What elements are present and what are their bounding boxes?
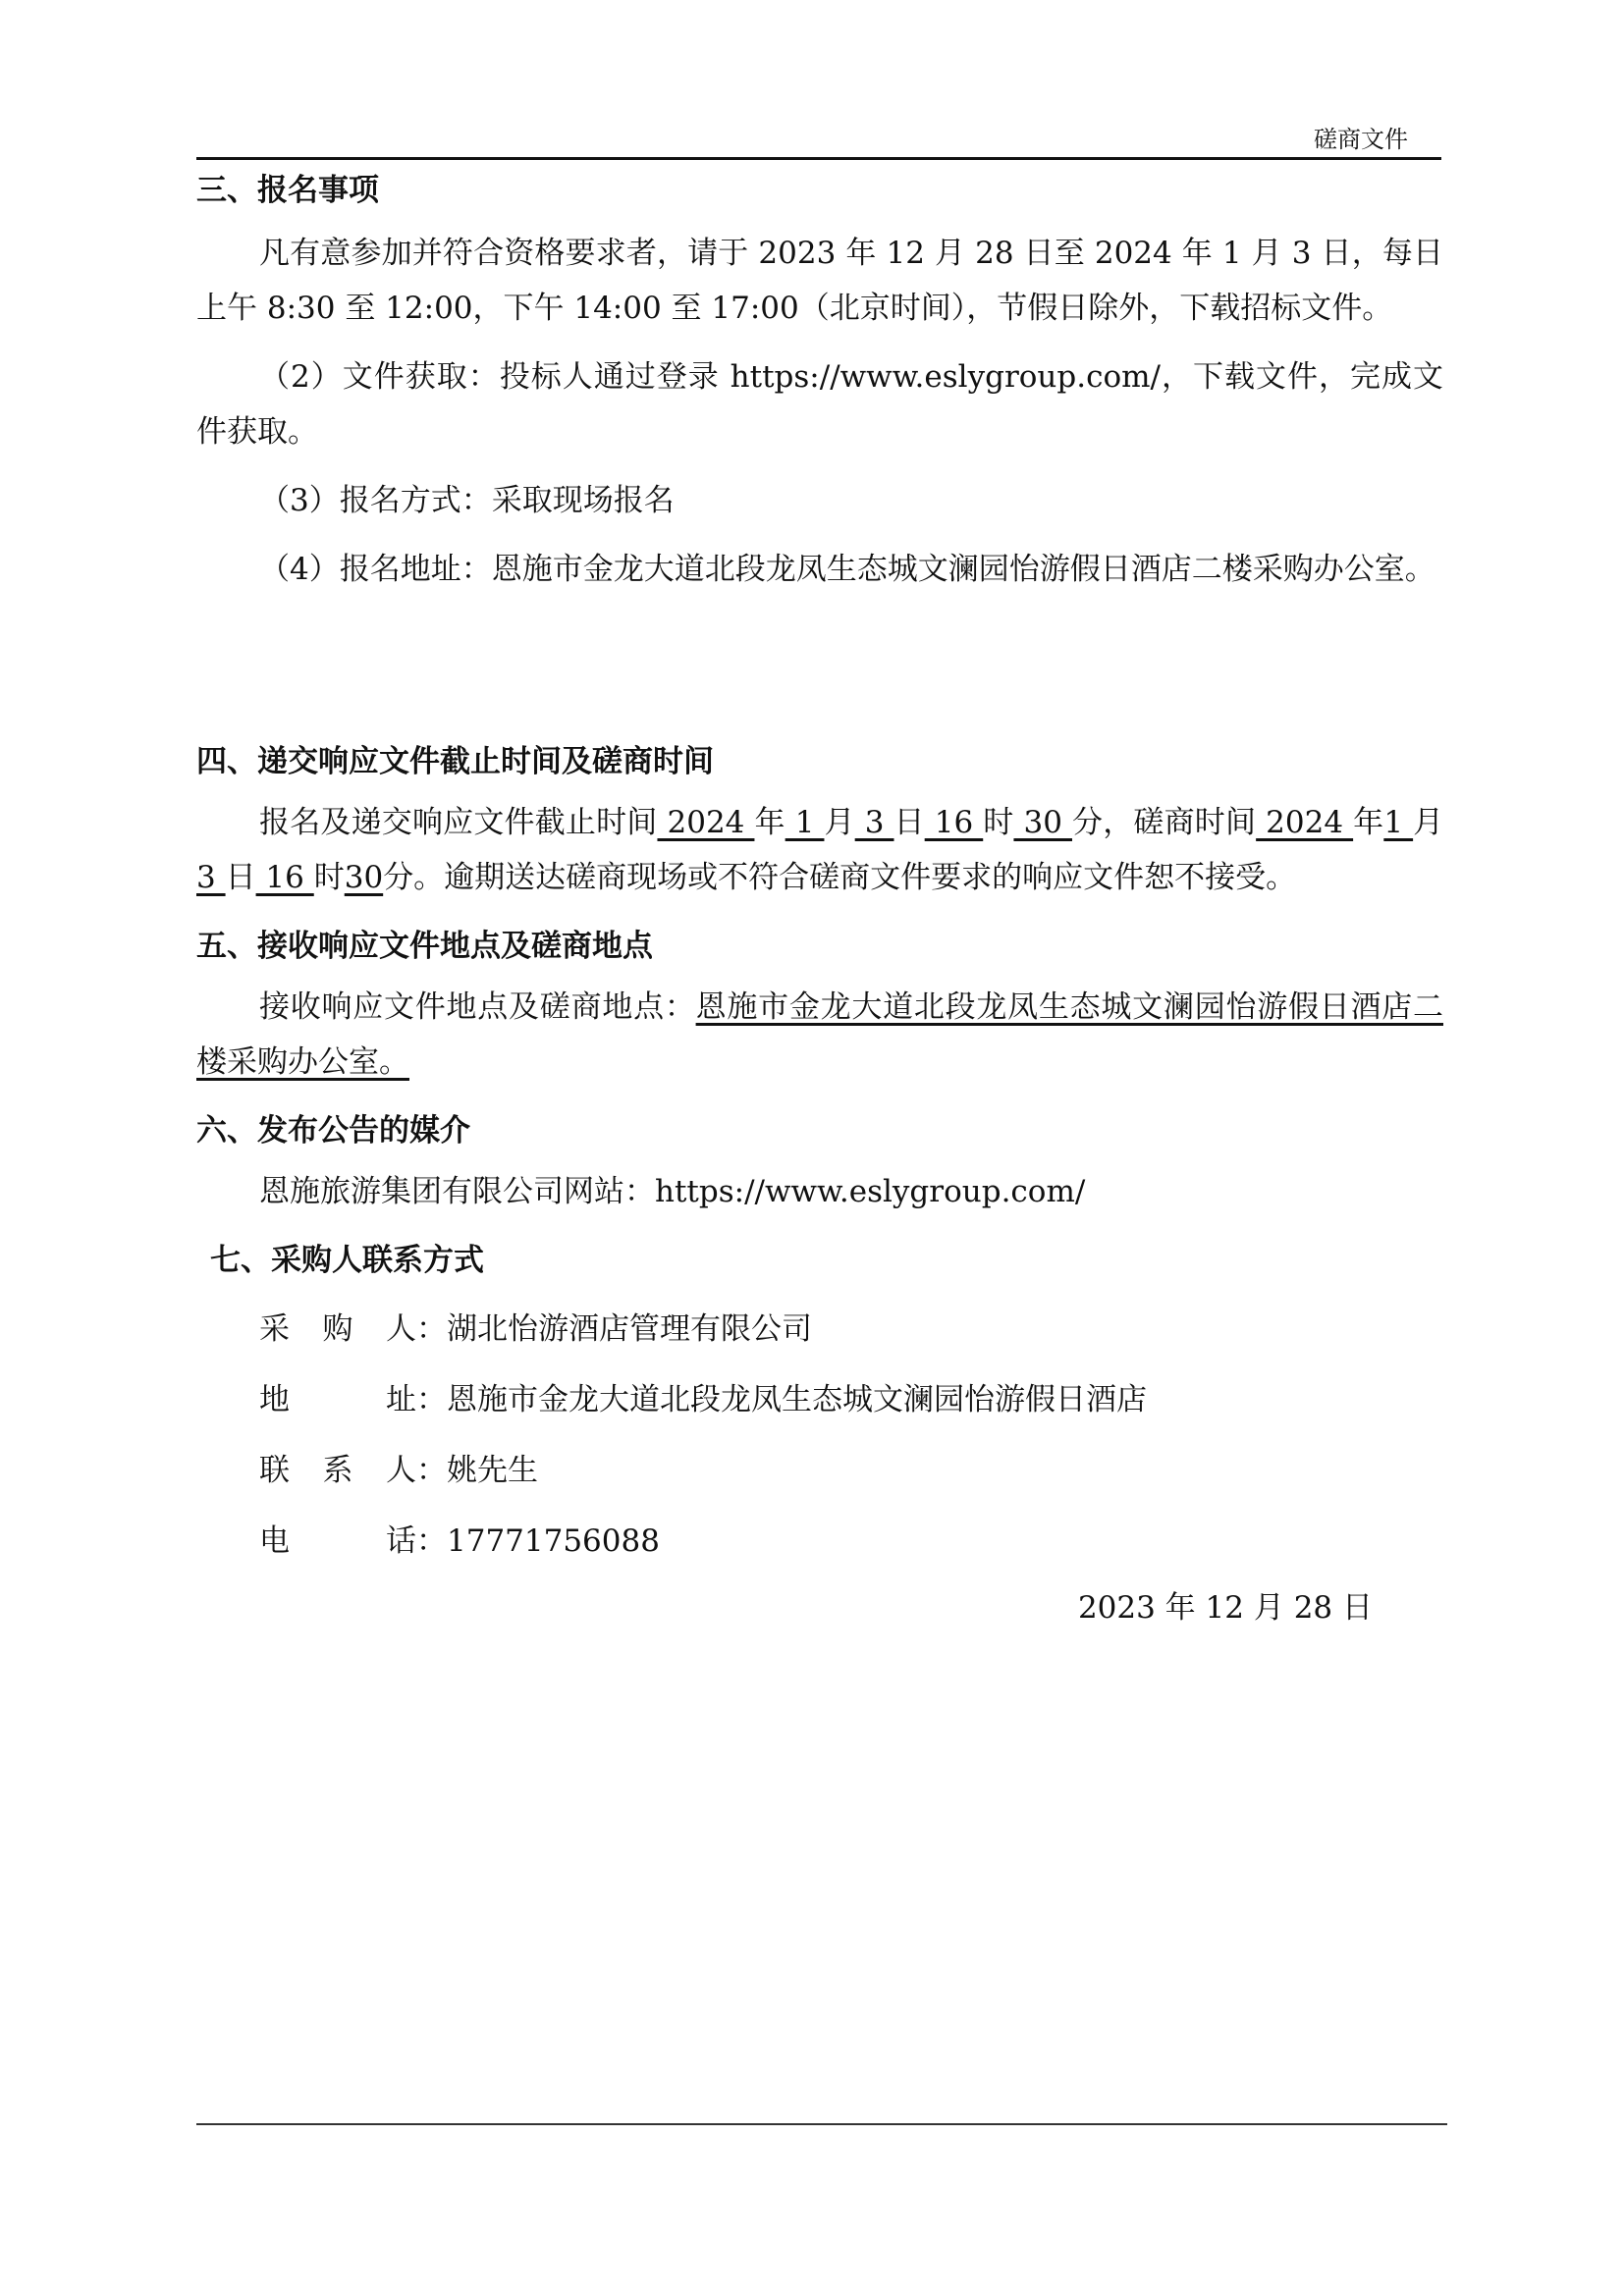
deadline-month: 1 — [785, 805, 825, 840]
consult-minute: 30 — [344, 860, 384, 895]
hour-char: 时 — [983, 805, 1014, 840]
section-6-paragraph: 恩施旅游集团有限公司网站：https://www.eslygroup.com/ — [259, 1174, 1086, 1209]
deadline-day: 3 — [854, 805, 894, 840]
deadline-text-2: ，磋商时间 — [1103, 805, 1257, 840]
contact-label: 电话 — [259, 1523, 416, 1559]
deadline-text-1: 报名及递交响应文件截止时间 — [259, 805, 658, 840]
section-3-paragraph-4: （4）报名地址：恩施市金龙大道北段龙凤生态城文澜园怡游假日酒店二楼采购办公室。 — [259, 552, 1435, 587]
consult-day: 3 — [196, 860, 226, 895]
footer-divider — [196, 2123, 1447, 2125]
contact-list — [196, 1294, 1443, 1576]
section-3-paragraph-1: 凡有意参加并符合资格要求者，请于 2023 年 12 月 28 日至 2024 年 1 月 3 日，每日上午 8:30 至 12:00，下午 14:00 至 17:00（北京时间），节假日除外，下载招标文件。 — [196, 236, 1443, 326]
contact-value: ：姚先生 — [416, 1453, 538, 1488]
contact-value: ：17771756088 — [416, 1523, 660, 1559]
contact-value: ：湖北怡游酒店管理有限公司 — [416, 1311, 812, 1347]
header-divider — [196, 157, 1441, 160]
section-3-paragraph-3: （3）报名方式：采取现场报名 — [259, 483, 675, 518]
year-char: 年 — [754, 805, 785, 840]
section-5-paragraph — [196, 980, 1443, 1090]
minute-char: 分 — [1071, 805, 1104, 840]
section-5-heading: 五、接收响应文件地点及磋商地点 — [196, 929, 653, 964]
consult-hour: 16 — [255, 860, 314, 895]
month-char-2: 月 — [1413, 805, 1444, 840]
document-date: 2023 年 12 月 28 日 — [1077, 1590, 1373, 1626]
month-char: 月 — [824, 805, 855, 840]
contact-label: 采购人 — [259, 1311, 416, 1347]
location-value: 恩施市金龙大道北段龙凤生态城文澜园怡游假日酒店二楼采购办公室。 — [196, 989, 1443, 1080]
year-char-2: 年 — [1353, 805, 1384, 840]
section-4-paragraph — [196, 795, 1443, 905]
section-6-heading: 六、发布公告的媒介 — [196, 1113, 470, 1148]
contact-row-purchaser — [196, 1294, 1443, 1364]
deadline-text-3: 分。逾期送达磋商现场或不符合磋商文件要求的响应文件恕不接受。 — [383, 860, 1297, 895]
section-3-paragraph-2: （2）文件获取：投标人通过登录 https://www.eslygroup.com/，下载文件，完成文件获取。 — [196, 359, 1443, 450]
section-4-heading: 四、递交响应文件截止时间及磋商时间 — [196, 744, 714, 779]
contact-row-person — [196, 1435, 1443, 1506]
consult-month: 1 — [1383, 805, 1414, 840]
deadline-year: 2024 — [657, 805, 755, 840]
day-char: 日 — [893, 805, 925, 840]
contact-label: 地址 — [259, 1382, 416, 1417]
section-7-heading: 七、采购人联系方式 — [210, 1243, 484, 1278]
deadline-minute: 30 — [1013, 805, 1072, 840]
document-type-header: 磋商文件 — [1314, 126, 1408, 153]
hour-char-2: 时 — [313, 860, 345, 895]
location-label: 接收响应文件地点及磋商地点： — [259, 989, 696, 1025]
deadline-hour: 16 — [924, 805, 984, 840]
consult-year: 2024 — [1256, 805, 1354, 840]
contact-row-address — [196, 1364, 1443, 1435]
section-3-heading: 三、报名事项 — [196, 173, 379, 208]
contact-row-phone — [196, 1506, 1443, 1576]
document-body — [196, 163, 1443, 1639]
contact-label: 联系人 — [259, 1453, 416, 1488]
day-char-2: 日 — [225, 860, 256, 895]
contact-value: ：恩施市金龙大道北段龙凤生态城文澜园怡游假日酒店 — [416, 1382, 1147, 1417]
